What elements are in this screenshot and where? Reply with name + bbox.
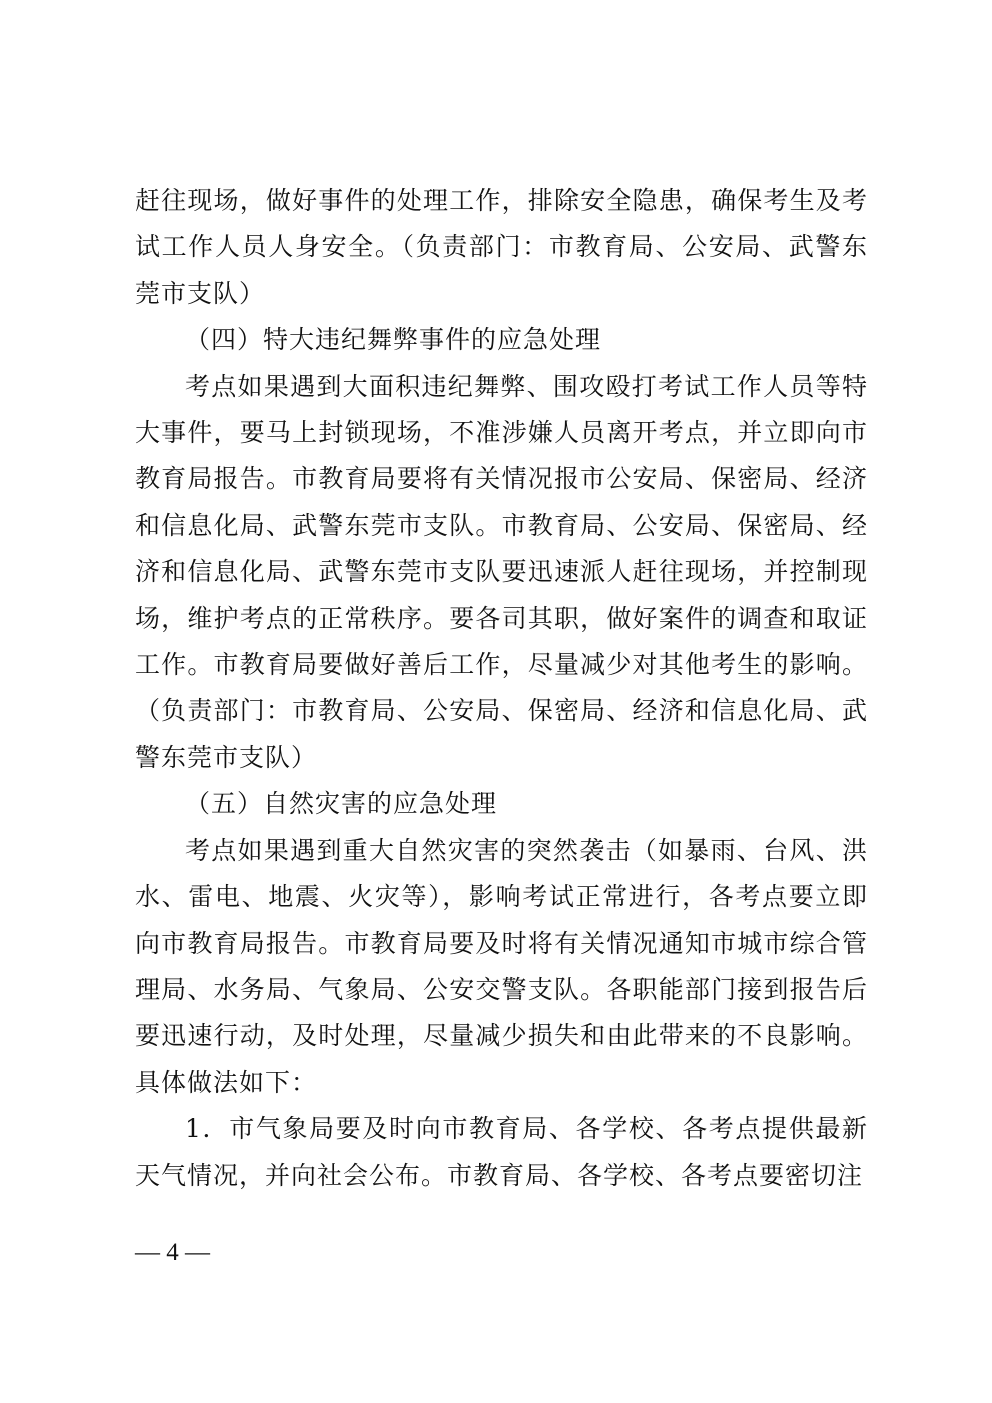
paragraph-item-1: 1．市气象局要及时向市教育局、各学校、各考点提供最新天气情况，并向社会公布。市教育局、各学校、各考点要密切注 <box>135 1114 868 1190</box>
document-body <box>135 178 868 1199</box>
paragraph-continued: 赶往现场，做好事件的处理工作，排除安全隐患，确保考生及考试工作人员人身安全。（负责部门：市教育局、公安局、武警东莞市支队） <box>135 186 868 308</box>
section-heading-4: （四）特大违纪舞弊事件的应急处理 <box>185 325 602 355</box>
paragraph: 考点如果遇到重大自然灾害的突然袭击（如暴雨、台风、洪水、雷电、地震、火灾等），影响考试正常进行，各考点要立即向市教育局报告。市教育局要及时将有关情况通知市城市综合管理局、水务局、气象局、公安交警支队。各职能部门接到报告后要迅速行动，及时处理，尽量减少损失和由此带来的不良影响。具体做法如下： <box>135 835 868 1097</box>
paragraph: 考点如果遇到大面积违纪舞弊、围攻殴打考试工作人员等特大事件，要马上封锁现场，不准涉嫌人员离开考点，并立即向市教育局报告。市教育局要将有关情况报市公安局、保密局、经济和信息化局、武警东莞市支队。市教育局、公安局、保密局、经济和信息化局、武警东莞市支队要迅速派人赶往现场，并控制现场，维护考点的正常秩序。要各司其职，做好案件的调查和取证工作。市教育局要做好善后工作，尽量减少对其他考生的影响。（负责部门：市教育局、公安局、保密局、经济和信息化局、武警东莞市支队） <box>135 371 868 772</box>
section-heading-5: （五）自然灾害的应急处理 <box>185 789 498 819</box>
page-number: — 4 — <box>135 1239 210 1266</box>
